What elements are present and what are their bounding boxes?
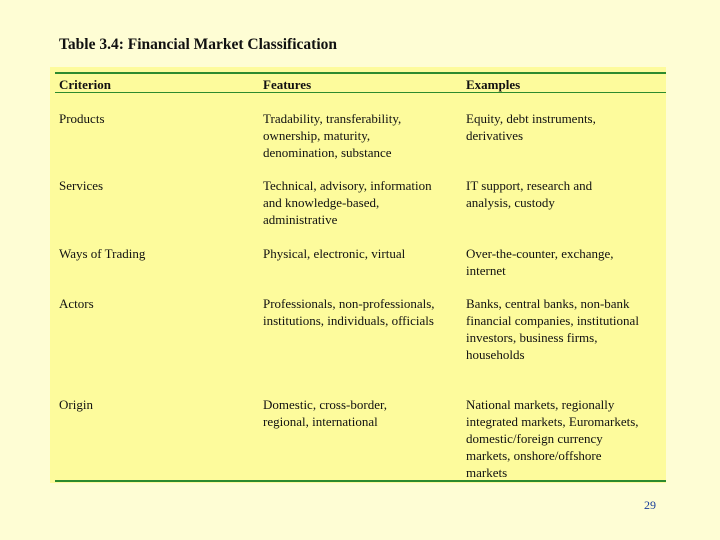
table-top-rule	[55, 72, 666, 74]
column-header-examples: Examples	[466, 77, 521, 92]
row-actors-criterion: Actors	[59, 296, 94, 311]
row-origin-features: Domestic, cross-border, regional, international	[263, 397, 388, 429]
table-title: Table 3.4: Financial Market Classification	[59, 36, 337, 53]
row-products-examples: Equity, debt instruments, derivatives	[466, 111, 596, 143]
row-services-criterion: Services	[59, 178, 104, 193]
row-ways-of-trading-features: Physical, electronic, virtual	[263, 246, 406, 261]
page-number: 29	[644, 498, 656, 512]
column-header-criterion: Criterion	[59, 77, 111, 92]
column-header-features: Features	[263, 77, 312, 92]
row-products-features: Tradability, transferability, ownership, maturity, denomination, substance	[263, 111, 402, 160]
row-actors-features: Professionals, non-professionals, institutions, individuals, officials	[263, 296, 435, 328]
row-services-features: Technical, advisory, information and knowledge-based, administrative	[263, 178, 432, 227]
row-services-examples: IT support, research and analysis, custody	[466, 178, 593, 210]
row-actors-examples: Banks, central banks, non-bank financial companies, institutional investors, business firms, households	[466, 296, 639, 362]
row-ways-of-trading-examples: Over-the-counter, exchange, internet	[466, 246, 614, 278]
row-products-criterion: Products	[59, 111, 105, 126]
row-origin-criterion: Origin	[59, 397, 93, 412]
row-origin-examples: National markets, regionally integrated markets, Euromarkets, domestic/foreign currency markets, onshore/offshore markets	[466, 397, 639, 480]
row-ways-of-trading-criterion: Ways of Trading	[59, 246, 146, 261]
